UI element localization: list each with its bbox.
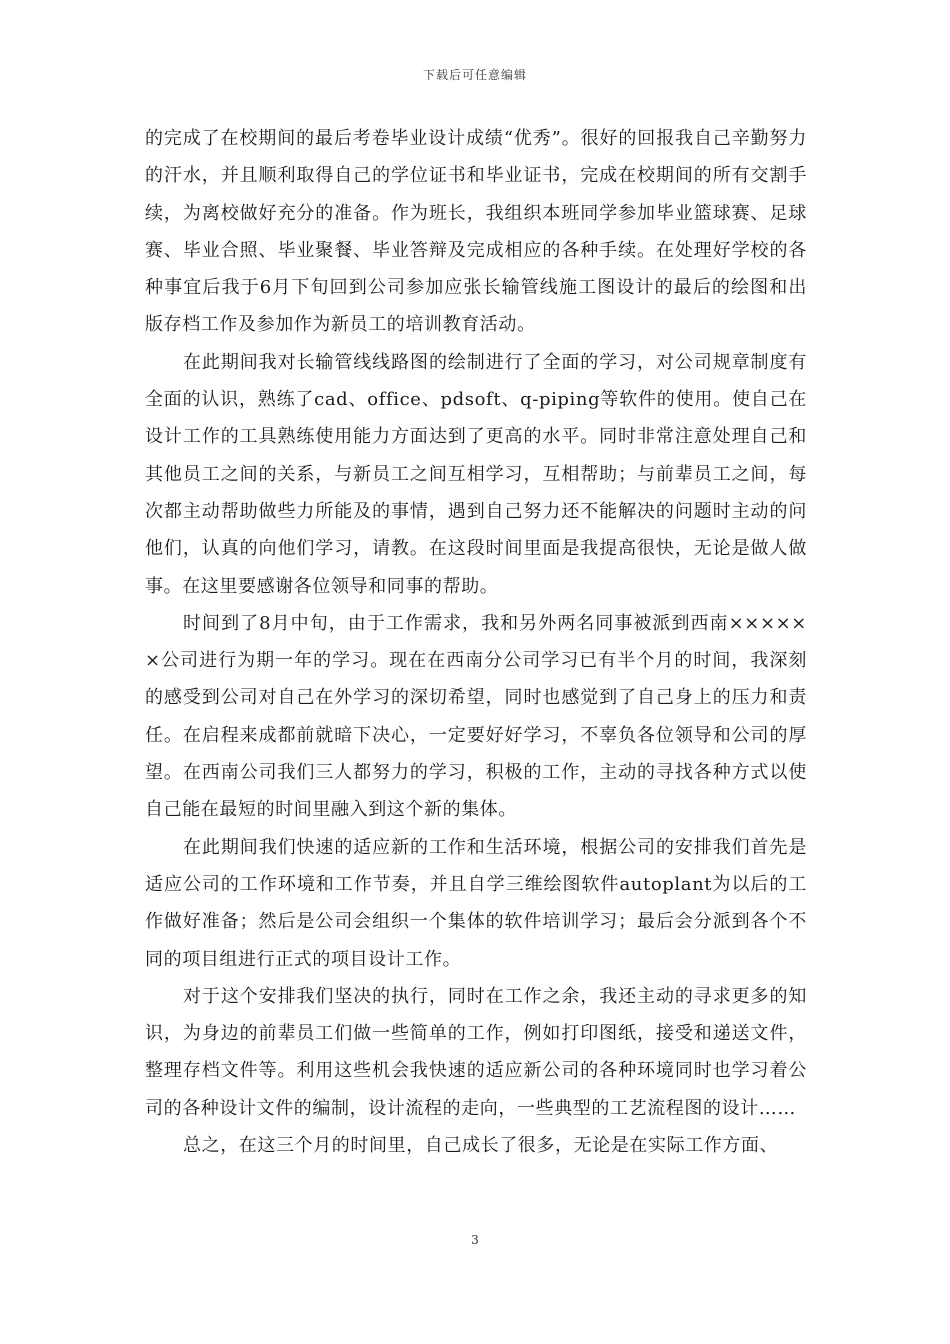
paragraph-1: 的完成了在校期间的最后考卷毕业设计成绩“优秀”。很好的回报我自己辛勤努力的汗水，并且顺利取得自己的学位证书和毕业证书，完成在校期间的所有交割手续，为离校做好充分的准备。作为班长，我组织本班同学参加毕业篮球赛、足球赛、毕业合照、毕业聚餐、毕业答辩及完成相应的各种手续。在处理好学校的各种事宜后我于6月下旬回到公司参加应张长输管线施工图设计的最后的绘图和出版存档工作及参加作为新员工的培训教育活动。	[145, 128, 807, 336]
paragraph-3: 时间到了8月中旬，由于工作需求，我和另外两名同事被派到西南××××××公司进行为期一年的学习。现在在西南分公司学习已有半个月的时间，我深刻的感受到公司对自己在外学习的深切希望，同时也感觉到了自己身上的压力和责任。在启程来成都前就暗下决心，一定要好好学习，不辜负各位领导和公司的厚望。在西南公司我们三人都努力的学习，积极的工作，主动的寻找各种方式以使自己能在最短的时间里融入到这个新的集体。	[145, 612, 807, 821]
paragraph-4: 在此期间我们快速的适应新的工作和生活环境，根据公司的安排我们首先是适应公司的工作环境和工作节奏，并且自学三维绘图软件autoplant为以后的工作做好准备；然后是公司会组织一个集体的软件培训学习；最后会分派到各个不同的项目组进行正式的项目设计工作。	[145, 836, 807, 970]
document-body	[145, 120, 807, 1164]
page-header: 下载后可任意编辑	[422, 68, 527, 82]
paragraph-6: 总之，在这三个月的时间里，自己成长了很多，无论是在实际工作方面、	[183, 1135, 779, 1157]
paragraph-5: 对于这个安排我们坚决的执行，同时在工作之余，我还主动的寻求更多的知识，为身边的前辈员工们做一些简单的工作，例如打印图纸，接受和递送文件，整理存档文件等。利用这些机会我快速的适应新公司的各种环境同时也学习着公司的各种设计文件的编制，设计流程的走向，一些典型的工艺流程图的设计……	[145, 985, 807, 1119]
paragraph-2: 在此期间我对长输管线线路图的绘制进行了全面的学习，对公司规章制度有全面的认识，熟练了cad、office、pdsoft、q-piping等软件的使用。使自己在设计工作的工具熟练使用能力方面达到了更高的水平。同时非常注意处理自己和其他员工之间的关系，与新员工之间互相学习，互相帮助；与前辈员工之间，每次都主动帮助做些力所能及的事情，遇到自己努力还不能解决的问题时主动的问他们，认真的向他们学习，请教。在这段时间里面是我提高很快，无论是做人做事。在这里要感谢各位领导和同事的帮助。	[145, 351, 807, 597]
page-number: 3	[471, 1233, 479, 1247]
